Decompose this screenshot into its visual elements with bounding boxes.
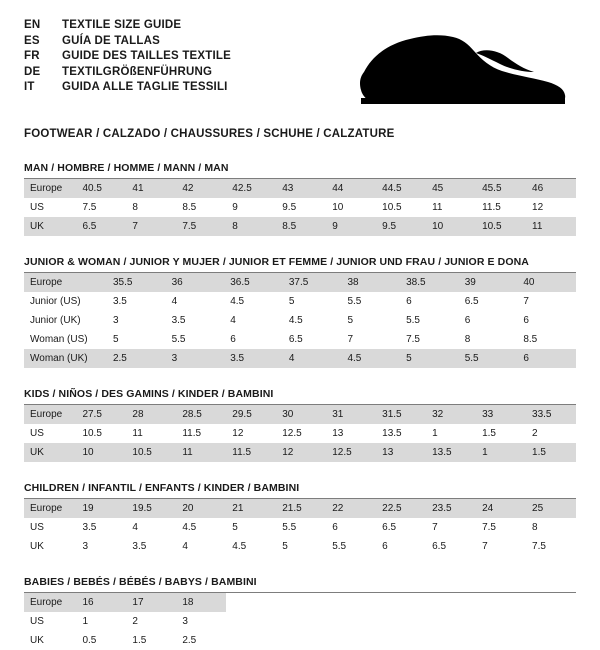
- language-row: [24, 65, 231, 81]
- cell: 5: [288, 295, 295, 307]
- cell: 28.5: [176, 405, 226, 424]
- block-title: MAN / HOMBRE / HOMME / MANN / MAN: [24, 162, 576, 179]
- cell: 3: [112, 314, 119, 326]
- size-block-junior-woman: [24, 256, 576, 368]
- cell-empty: [226, 631, 576, 650]
- cell: 5.5: [459, 349, 518, 368]
- cell: 7: [482, 540, 488, 552]
- cell: 12.5: [326, 443, 376, 462]
- cell: 40.5: [76, 179, 126, 198]
- block-title: CHILDREN / INFANTIL / ENFANTS / KINDER / BAMBINI: [24, 482, 576, 499]
- cell: 4.5: [232, 540, 247, 552]
- cell: 10: [76, 443, 126, 462]
- cell: 20: [176, 499, 226, 518]
- cell: 5.5: [332, 540, 347, 552]
- cell: 8.5: [182, 201, 197, 213]
- cell: 11: [132, 427, 143, 439]
- cell: 32: [426, 405, 476, 424]
- cell: 4.5: [288, 314, 303, 326]
- cell: 10.5: [126, 443, 176, 462]
- cell: 6.5: [432, 540, 447, 552]
- cell: 40: [517, 273, 576, 292]
- table-row: [24, 499, 576, 518]
- cell: 12: [276, 443, 326, 462]
- cell: 11: [432, 201, 443, 213]
- cell: 6.5: [76, 217, 126, 236]
- cell: 16: [76, 593, 126, 612]
- language-code: FR: [24, 50, 40, 62]
- cell: 24: [476, 499, 526, 518]
- row-label: UK: [24, 443, 76, 462]
- cell: 11: [176, 443, 226, 462]
- block-title: BABIES / BEBÉS / BÉBÉS / BABYS / BAMBINI: [24, 576, 576, 593]
- cell: 6.5: [288, 333, 303, 345]
- cell: 11: [526, 217, 576, 236]
- cell: 5.5: [282, 521, 297, 533]
- row-label: Europe: [24, 273, 107, 292]
- table-row: [24, 518, 576, 537]
- cell: 7: [432, 521, 438, 533]
- cell: 2.5: [182, 634, 197, 646]
- cell: 10.5: [382, 201, 402, 213]
- cell: 10.5: [82, 427, 102, 439]
- cell: 5: [400, 349, 459, 368]
- cell: 38: [341, 273, 400, 292]
- cell-empty: [226, 593, 576, 612]
- document-header: [24, 18, 576, 114]
- row-label: US: [30, 521, 44, 533]
- cell: 30: [276, 405, 326, 424]
- cell: 4: [132, 521, 138, 533]
- table-row: [24, 179, 576, 198]
- cell: 33.5: [526, 405, 576, 424]
- row-label: Woman (UK): [24, 349, 107, 368]
- cell: 3.5: [171, 314, 186, 326]
- cell: 7.5: [82, 201, 97, 213]
- cell: 1.5: [132, 634, 147, 646]
- cell: 5.5: [347, 295, 362, 307]
- cell: 17: [126, 593, 176, 612]
- cell: 33: [476, 405, 526, 424]
- table-row: [24, 631, 576, 650]
- cell: 3.5: [224, 349, 283, 368]
- cell: 23.5: [426, 499, 476, 518]
- cell: 19.5: [126, 499, 176, 518]
- cell: 12.5: [282, 427, 302, 439]
- cell: 7: [523, 295, 529, 307]
- cell: 22: [326, 499, 376, 518]
- language-code: DE: [24, 65, 41, 78]
- cell: 44.5: [376, 179, 426, 198]
- size-table-children: [24, 499, 576, 556]
- language-code: ES: [24, 34, 40, 47]
- cell: 44: [326, 179, 376, 198]
- cell: 1: [432, 427, 438, 439]
- table-row: [24, 349, 576, 368]
- cell: 2: [132, 615, 138, 627]
- cell: 11.5: [182, 427, 202, 439]
- row-label: Junior (US): [30, 295, 81, 307]
- cell: 6: [382, 540, 388, 552]
- cell: 45: [426, 179, 476, 198]
- table-row: [24, 273, 576, 292]
- cell: 36.5: [224, 273, 283, 292]
- language-row: [24, 49, 231, 65]
- row-label: UK: [24, 217, 76, 236]
- language-row: [24, 18, 231, 34]
- language-row: [24, 34, 231, 50]
- cell: 36: [166, 273, 225, 292]
- cell: 37.5: [283, 273, 342, 292]
- size-table-kids: [24, 405, 576, 462]
- cell: 4.5: [182, 521, 197, 533]
- cell: 39: [459, 273, 518, 292]
- row-label: Junior (UK): [30, 314, 81, 326]
- cell: 12: [232, 427, 244, 439]
- cell: 8.5: [523, 333, 538, 345]
- cell: 1.5: [482, 427, 496, 439]
- language-code: EN: [24, 19, 41, 31]
- cell: 4: [171, 295, 178, 307]
- cell: 18: [176, 593, 226, 612]
- cell: 5.5: [406, 314, 420, 326]
- cell: 42.5: [226, 179, 276, 198]
- cell: 29.5: [226, 405, 276, 424]
- cell: 3.5: [82, 521, 97, 533]
- cell: 41: [126, 179, 176, 198]
- cell: 13: [332, 427, 344, 439]
- table-row: [24, 537, 576, 556]
- cell: 7.5: [406, 333, 420, 345]
- cell: 4.5: [230, 295, 245, 307]
- cell: 43: [276, 179, 326, 198]
- row-label: UK: [30, 540, 44, 552]
- cell: 8: [532, 521, 538, 533]
- cell: 9: [232, 201, 238, 213]
- language-title: TEXTILE SIZE GUIDE: [62, 19, 182, 31]
- cell: 3.5: [112, 295, 127, 307]
- cell: 42: [176, 179, 226, 198]
- row-label: Woman (US): [30, 333, 88, 345]
- language-title-list: [24, 18, 231, 96]
- row-label: UK: [30, 634, 44, 646]
- row-label: US: [30, 427, 44, 439]
- cell: 19: [76, 499, 126, 518]
- cell: 31: [326, 405, 376, 424]
- row-label: US: [30, 201, 44, 213]
- size-block-babies: [24, 576, 576, 650]
- cell: 4: [230, 314, 236, 326]
- cell: 4: [182, 540, 188, 552]
- cell: 8.5: [276, 217, 326, 236]
- document-subtitle: FOOTWEAR / CALZADO / CHAUSSURES / SCHUHE / CALZATURE: [24, 128, 395, 140]
- table-row: [24, 311, 576, 330]
- size-table-junior-woman: [24, 273, 576, 368]
- row-label: US: [30, 615, 44, 627]
- cell: 4: [283, 349, 342, 368]
- cell: 6: [332, 521, 338, 533]
- cell: 9.5: [376, 217, 426, 236]
- cell: 6: [517, 349, 576, 368]
- table-row: [24, 198, 576, 217]
- block-title: JUNIOR & WOMAN / JUNIOR Y MUJER / JUNIOR ET FEMME / JUNIOR UND FRAU / JUNIOR E DONA: [24, 256, 576, 273]
- cell: 46: [526, 179, 576, 198]
- cell: 7.5: [532, 540, 546, 552]
- size-table-babies: [24, 593, 576, 650]
- cell: 6: [523, 314, 529, 326]
- cell: 8: [132, 201, 138, 213]
- table-row: [24, 593, 576, 612]
- table-row: [24, 292, 576, 311]
- cell: 7.5: [176, 217, 226, 236]
- cell: 21.5: [276, 499, 326, 518]
- cell: 4.5: [341, 349, 400, 368]
- language-code: IT: [24, 81, 35, 93]
- language-title: GUIDE DES TAILLES TEXTILE: [62, 50, 231, 62]
- cell: 2: [532, 427, 538, 439]
- cell: 13: [376, 443, 426, 462]
- cell: 21: [226, 499, 276, 518]
- cell: 7: [347, 333, 354, 345]
- size-block-kids: [24, 388, 576, 462]
- cell: 6: [464, 314, 471, 326]
- cell: 9: [326, 217, 376, 236]
- block-title: KIDS / NIÑOS / DES GAMINS / KINDER / BAMBINI: [24, 388, 576, 405]
- cell: 9.5: [282, 201, 297, 213]
- cell: 2.5: [107, 349, 166, 368]
- cell: 11.5: [226, 443, 276, 462]
- cell: 3: [166, 349, 225, 368]
- table-row: [24, 217, 576, 236]
- language-title: GUIDA ALLE TAGLIE TESSILI: [62, 81, 228, 93]
- cell: 5: [282, 540, 288, 552]
- cell: 7: [126, 217, 176, 236]
- cell: 22.5: [376, 499, 426, 518]
- cell: 10: [426, 217, 476, 236]
- cell: 8: [226, 217, 276, 236]
- cell: 6.5: [382, 521, 397, 533]
- size-table-man: [24, 179, 576, 236]
- table-row: [24, 424, 576, 443]
- cell: 6: [230, 333, 236, 345]
- cell: 5.5: [171, 333, 186, 345]
- cell: 12: [532, 201, 544, 213]
- cell: 13.5: [382, 427, 402, 439]
- size-block-children: [24, 482, 576, 556]
- cell: 27.5: [76, 405, 126, 424]
- table-row: [24, 443, 576, 462]
- cell: 5: [347, 314, 354, 326]
- cell: 11.5: [482, 201, 501, 213]
- language-title: GUÍA DE TALLAS: [62, 34, 160, 47]
- cell: 25: [526, 499, 576, 518]
- cell: 31.5: [376, 405, 426, 424]
- cell: 38.5: [400, 273, 459, 292]
- cell: 5: [232, 521, 238, 533]
- cell: 0.5: [82, 634, 97, 646]
- cell: 6: [406, 295, 412, 307]
- size-block-man: [24, 162, 576, 236]
- row-label: Europe: [24, 179, 76, 198]
- table-row: [24, 405, 576, 424]
- row-label: Europe: [24, 593, 76, 612]
- cell: 10: [332, 201, 344, 213]
- cell: 7.5: [482, 521, 496, 533]
- cell: 3: [82, 540, 88, 552]
- row-label: Europe: [24, 405, 76, 424]
- cell: 1: [476, 443, 526, 462]
- cell-empty: [226, 612, 576, 631]
- table-row: [24, 330, 576, 349]
- row-label: Europe: [24, 499, 76, 518]
- table-row: [24, 612, 576, 631]
- language-row: [24, 80, 231, 96]
- cell: 10.5: [476, 217, 526, 236]
- cell: 8: [464, 333, 471, 345]
- cell: 1.5: [526, 443, 576, 462]
- cell: 28: [126, 405, 176, 424]
- dress-shoe-icon: [358, 28, 568, 114]
- cell: 13.5: [426, 443, 476, 462]
- cell: 3.5: [132, 540, 147, 552]
- cell: 3: [182, 615, 188, 627]
- cell: 5: [112, 333, 119, 345]
- cell: 1: [82, 615, 88, 627]
- cell: 45.5: [476, 179, 526, 198]
- language-title: TEXTILGRÖßENFÜHRUNG: [62, 65, 213, 78]
- cell: 6.5: [464, 295, 479, 307]
- cell: 35.5: [107, 273, 166, 292]
